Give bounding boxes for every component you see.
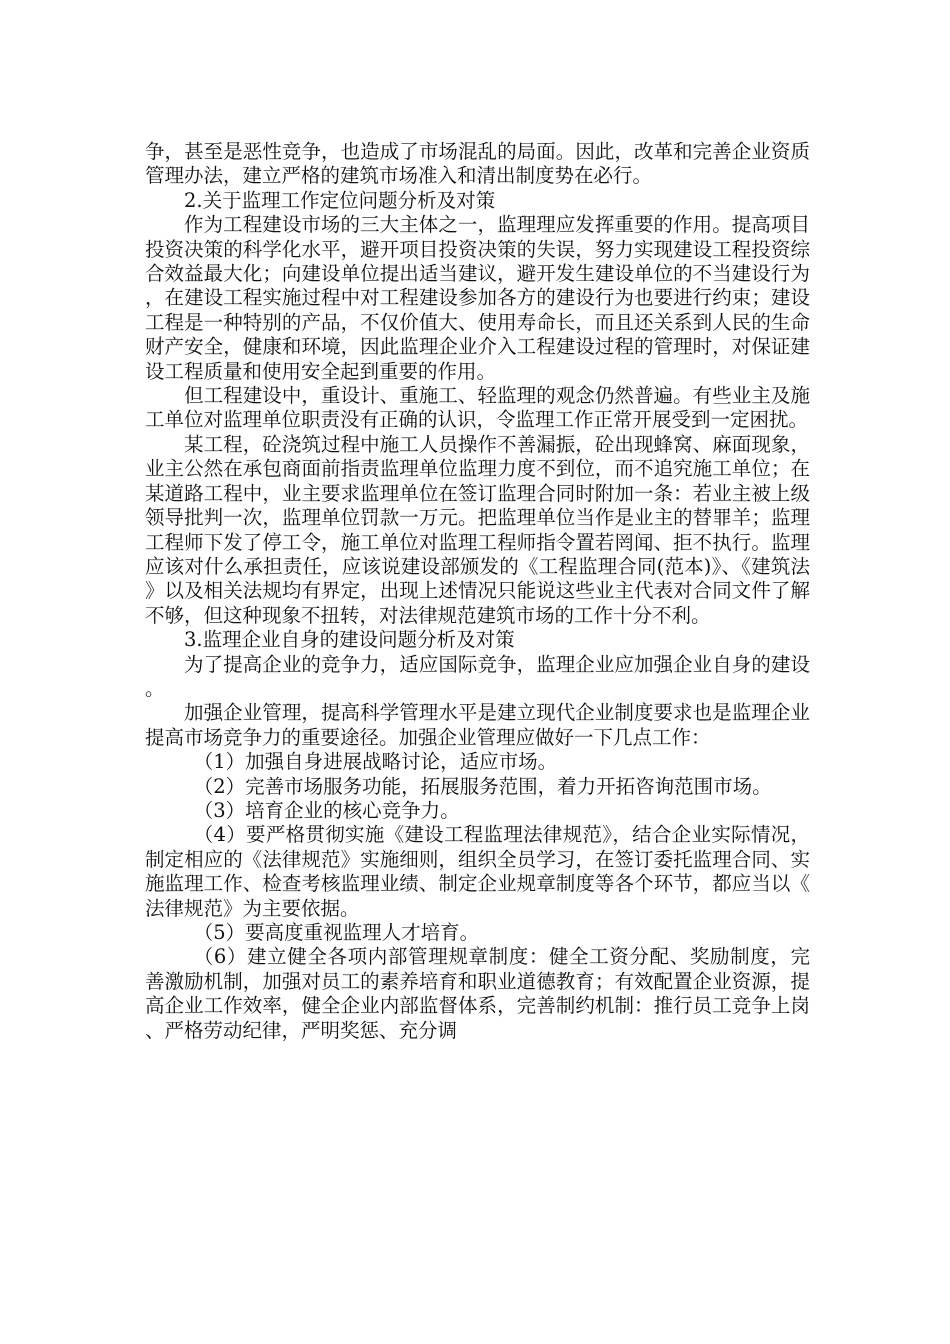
paragraph: 为了提高企业的竞争力，适应国际竞争，监理企业应加强企业自身的建设。 xyxy=(145,652,810,700)
list-item: （4）要严格贯彻实施《建设工程监理法律规范》，结合企业实际情况，制定相应的《法律规范》实施细则，组织全员学习，在签订委托监理合同、实施监理工作、检查考核监理业绩、制定企业规章制度等各个环节，都应当以《法律规范》为主要依据。 xyxy=(145,823,810,920)
list-item: （5）要高度重视监理人才培育。 xyxy=(193,921,480,944)
list-item: （3）培育企业的核心竞争力。 xyxy=(193,798,460,822)
document-body xyxy=(145,140,810,1043)
section-heading: 2.关于监理工作定位问题分析及对策 xyxy=(184,188,496,212)
paragraph: 但工程建设中，重设计、重施工、轻监理的观念仍然普遍。有些业主及施工单位对监理单位职责没有正确的认识，令监理工作正常开展受到一定困扰。 xyxy=(145,384,810,432)
paragraph: 争，甚至是恶性竞争，也造成了市场混乱的局面。因此，改革和完善企业资质管理办法，建立严格的建筑市场准入和清出制度势在必行。 xyxy=(145,140,810,188)
paragraph: 某工程，砼浇筑过程中施工人员操作不善漏振，砼出现蜂窝、麻面现象，业主公然在承包商面前指责监理单位监理力度不到位，而不追究施工单位；在某道路工程中，业主要求监理单位在签订监理合同时附加一条：若业主被上级领导批判一次，监理单位罚款一万元。把监理单位当作是业主的替罪羊；监理工程师下发了停工令，施工单位对监理工程师指令置若罔闻、拒不执行。监理应该对什么承担责任，应该说建设部颁发的《工程监理合同(范本)》、《建筑法》以及相关法规均有界定，出现上述情况只能说这些业主代表对合同文件了解不够，但这种现象不扭转，对法律规范建筑市场的工作十分不利。 xyxy=(145,432,810,627)
list-item: （2）完善市场服务功能，拓展服务范围，着力开拓咨询范围市场。 xyxy=(193,774,772,798)
list-item: （6）建立健全各项内部管理规章制度：健全工资分配、奖励制度，完善激励机制，加强对员工的素养培育和职业道德教育；有效配置企业资源，提高企业工作效率，健全企业内部监督体系，完善制约机制：推行员工竞争上岗、严格劳动纪律，严明奖惩、充分调 xyxy=(145,945,810,1042)
list-item: （1）加强自身进展战略讨论，适应市场。 xyxy=(193,750,558,774)
paragraph: 加强企业管理，提高科学管理水平是建立现代企业制度要求也是监理企业提高市场竞争力的重要途径。加强企业管理应做好一下几点工作： xyxy=(145,701,810,749)
section-heading: 3.监理企业自身的建设问题分析及对策 xyxy=(184,628,515,652)
paragraph: 作为工程建设市场的三大主体之一，监理理应发挥重要的作用。提高项目投资决策的科学化水平，避开项目投资决策的失误，努力实现建设工程投资综合效益最大化；向建设单位提出适当建议，避开发生建设单位的不当建设行为，在建设工程实施过程中对工程建设参加各方的建设行为也要进行约束；建设工程是一种特别的产品，不仅价值大、使用寿命长，而且还关系到人民的生命财产安全，健康和环境，因此监理企业介入工程建设过程的管理时，对保证建设工程质量和使用安全起到重要的作用。 xyxy=(145,213,810,383)
